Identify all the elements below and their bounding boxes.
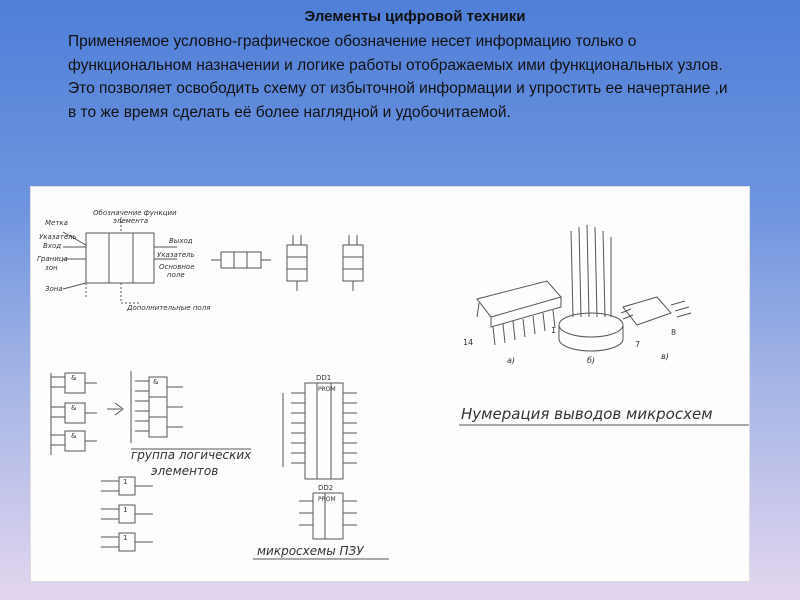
slide-body-text: Применяемое условно-графическое обозначение несет информацию только о функциональном назначении и логике работы отображаемых ими функциональных узлов. Это позволяет освободить схему от избыточной информации и упростить ее начертание ,и в то же время сделать её более наглядной и удобочитаемой. xyxy=(68,33,728,121)
label-main-field: Основное xyxy=(159,263,195,271)
label-field: поле xyxy=(167,271,185,279)
label-mark: Метка xyxy=(45,219,68,227)
gate-symbol-or: 1 xyxy=(123,478,128,486)
gate-symbol-and-3: & xyxy=(71,432,77,440)
label-zone: зон xyxy=(45,264,58,272)
logic-group-caption-1: группа логических xyxy=(131,448,252,462)
pin-numbering-caption: Нумерация выводов микросхем xyxy=(461,405,713,423)
anatomy-symbol-box xyxy=(86,233,154,283)
label-pointer-out: Указатель xyxy=(157,251,195,259)
gate-symbol-and-merged: & xyxy=(153,378,159,386)
label-zone2: Зона xyxy=(45,285,63,293)
label-func-designation: Обозначение функции xyxy=(93,209,177,217)
gate-symbol-or-2: 1 xyxy=(123,506,128,514)
label-input: Вход xyxy=(43,242,62,250)
chip-func-dd1: PROM xyxy=(318,386,336,393)
flat-package xyxy=(623,297,671,325)
package-label-c: в) xyxy=(661,352,669,361)
round-package xyxy=(559,313,623,337)
package-label-b: б) xyxy=(587,356,596,365)
rom-chip-dd1 xyxy=(305,383,343,479)
logic-group-caption-2: элементов xyxy=(151,464,219,478)
dip-package xyxy=(477,281,561,317)
chip-func-dd2: PROM xyxy=(318,496,336,503)
gate-symbol-and-2: & xyxy=(71,404,77,412)
label-output: Выход xyxy=(169,237,193,245)
symbol-anatomy xyxy=(63,217,177,303)
slide-title: Элементы цифровой техники xyxy=(304,8,526,25)
gate-symbol-and: & xyxy=(71,374,77,382)
rom-caption: микросхемы ПЗУ xyxy=(257,544,364,558)
rom-chips xyxy=(253,383,389,559)
pin-label-8: 8 xyxy=(671,328,677,337)
pin-label-1: 1 xyxy=(551,326,557,335)
schematic-figure xyxy=(31,187,749,581)
chip-label-dd2: DD2 xyxy=(318,484,334,492)
package-label-a: а) xyxy=(507,356,516,365)
gate-symbol-or-3: 1 xyxy=(123,534,128,542)
label-pointer-in: Указатель xyxy=(39,233,77,241)
figure-panel xyxy=(30,186,750,582)
label-boundary: Граница xyxy=(37,255,68,263)
chip-packages xyxy=(477,225,691,351)
pin-label-14: 14 xyxy=(463,338,474,347)
label-extra-field: Дополнительные поля xyxy=(127,304,211,312)
chip-label-dd1: DD1 xyxy=(316,374,332,382)
pin-label-7: 7 xyxy=(635,340,641,349)
label-element: элемента xyxy=(113,217,149,225)
example-symbols xyxy=(211,235,363,291)
